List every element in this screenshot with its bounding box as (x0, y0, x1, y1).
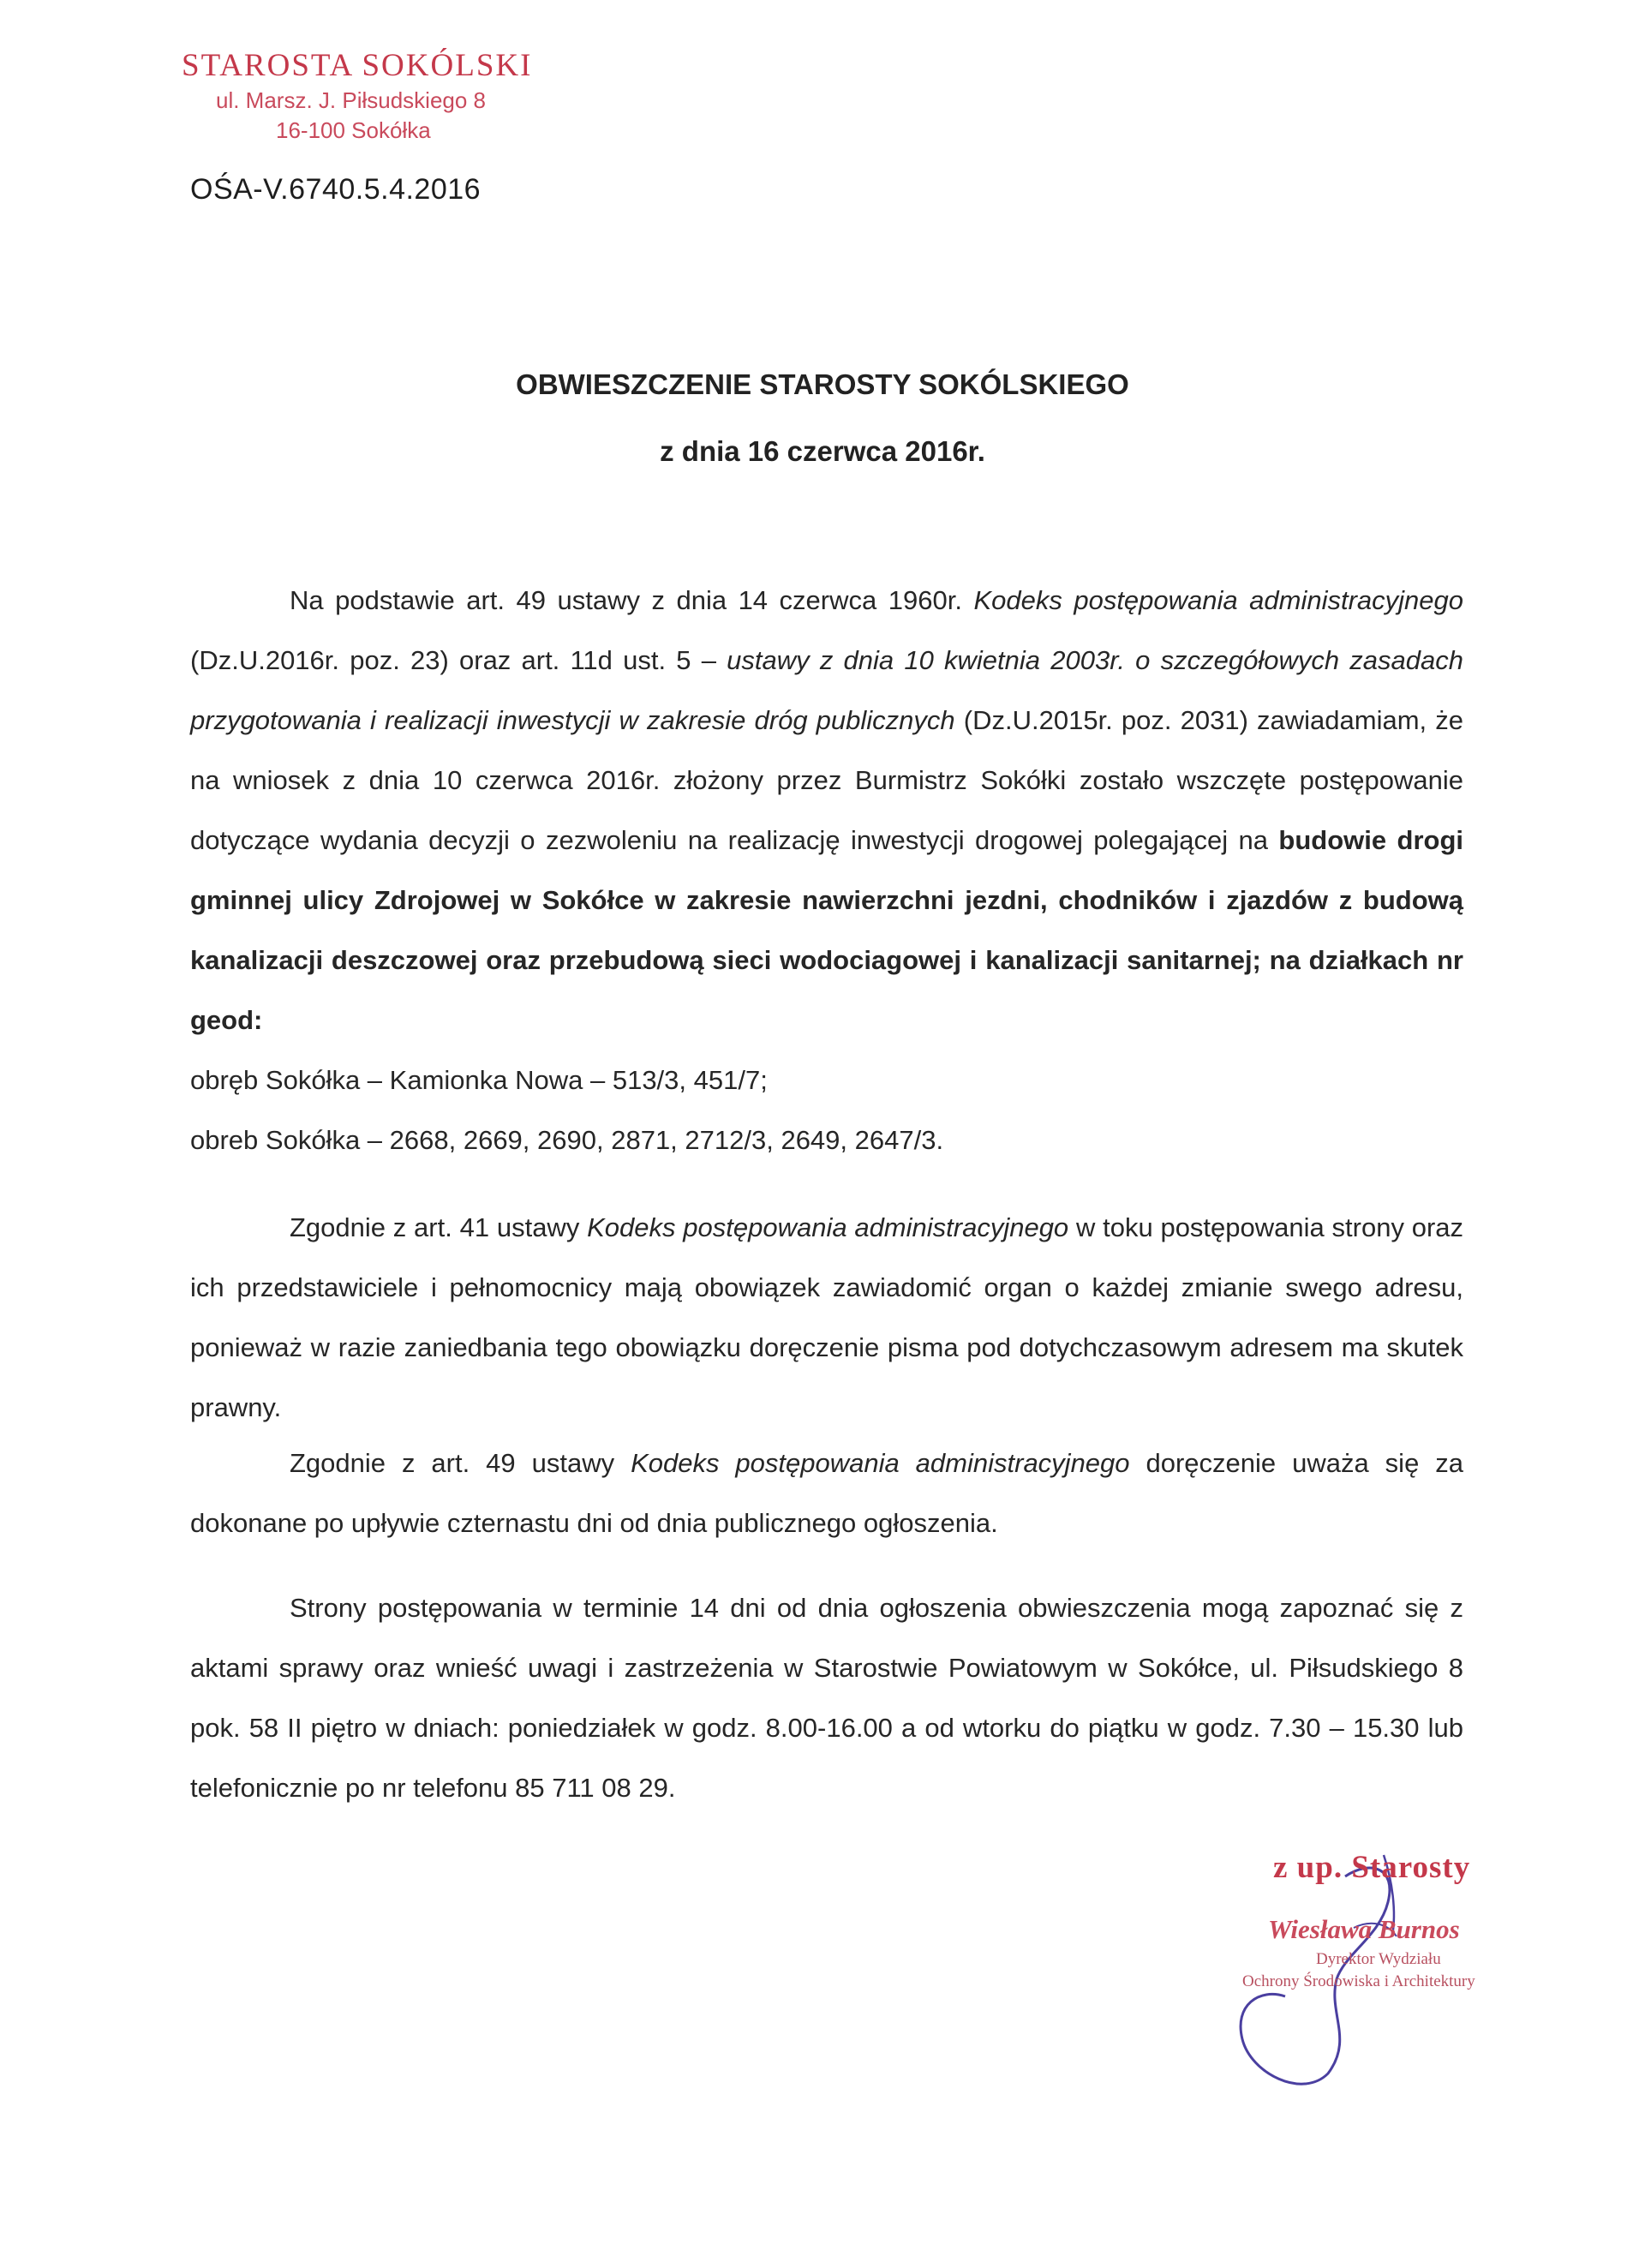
p3-text-a: Zgodnie z art. 49 ustawy (290, 1448, 631, 1478)
reference-number: OŚA-V.6740.5.4.2016 (190, 173, 482, 206)
p1-act-name: ustawy z dnia 10 kwietnia 2003r. o szczegółowych zasadach przygotowania i realizacji inwestycji w zakresie dróg publicznych (190, 645, 1463, 735)
p2-code-name: Kodeks postępowania administracyjnego (587, 1212, 1069, 1242)
signature-position: Dyrektor Wydziału (1316, 1950, 1441, 1968)
signature-department: Ochrony Środowiska i Architektury (1242, 1972, 1475, 1990)
p1-text-e: (Dz.U.2015r. poz. 2031) zawiadamiam, że na wniosek z dnia 10 czerwca 2016r. złożony przez Burmistrz Sokółki zostało wszczęte postępowanie dotyczące wydania decyzji o zezwoleniu na realizację inwestycji drogowej polegającej na (190, 705, 1463, 855)
p2-text-a: Zgodnie z art. 41 ustawy (290, 1212, 588, 1242)
paragraph-legal-basis (190, 571, 1463, 1170)
p3-code-name: Kodeks postępowania administracyjnego (631, 1448, 1130, 1478)
document-title: OBWIESZCZENIE STAROSTY SOKÓLSKIEGO (516, 368, 1129, 400)
parcel-line-sokolka: obreb Sokółka – 2668, 2669, 2690, 2871, 2712/3, 2649, 2647/3. (190, 1125, 944, 1155)
p1-code-name: Kodeks postępowania administracyjnego (973, 585, 1463, 615)
p2-text-c: w toku postępowania strony oraz ich przedstawiciele i pełnomocnicy mają obowiązek zawiadomić organ o każdej zmianie swego adresu, ponieważ w razie zaniedbania tego obowiązku doręczenie pisma pod dotychczasowym adresem ma skutek prawny. (190, 1212, 1464, 1422)
office-stamp (182, 47, 532, 144)
paragraph-review-info: Strony postępowania w terminie 14 dni od dnia ogłoszenia obwieszczenia mogą zapoznać się z aktami sprawy oraz wnieść uwagi i zastrzeżenia w Starostwie Powiatowym w Sokółce, ul. Piłsudskiego 8 pok. 58 II piętro w dniach: poniedziałek w godz. 8.00-16.00 a od wtorku do piątku w godz. 7.30 – 15.30 lub telefonicznie po nr telefonu 85 711 08 29. (190, 1593, 1463, 1803)
signature-authority: z up. Starosty (1273, 1850, 1471, 1885)
stamp-address-city: 16-100 Sokółka (276, 117, 431, 143)
signature-name: Wiesława Burnos (1268, 1914, 1460, 1944)
stamp-address-street: ul. Marsz. J. Piłsudskiego 8 (216, 87, 487, 113)
paragraph-delivery (190, 1433, 1463, 1553)
parcel-line-kamionka: obręb Sokółka – Kamionka Nowa – 513/3, 451/7; (190, 1065, 768, 1095)
document-date: z dnia 16 czerwca 2016r. (660, 435, 985, 467)
signature-block (1225, 1842, 1568, 2108)
p1-text-a: Na podstawie art. 49 ustawy z dnia 14 czerwca 1960r. (290, 585, 974, 615)
p3-text-c: doręczenie uważa się za dokonane po upływie czternastu dni od dnia publicznego ogłoszenia. (190, 1448, 1464, 1538)
paragraph-address-change (190, 1198, 1463, 1438)
p1-investment-description: budowie drogi gminnej ulicy Zdrojowej w Sokółce w zakresie nawierzchni jezdni, chodników i zjazdów z budową kanalizacji deszczowej oraz przebudową sieci wodociagowej i kanalizacji sanitarnej; na działkach nr geod: (190, 825, 1463, 1035)
stamp-office-name: STAROSTA SOKÓLSKI (182, 48, 533, 83)
p1-text-c: (Dz.U.2016r. poz. 23) oraz art. 11d ust. 5 – (190, 645, 727, 675)
